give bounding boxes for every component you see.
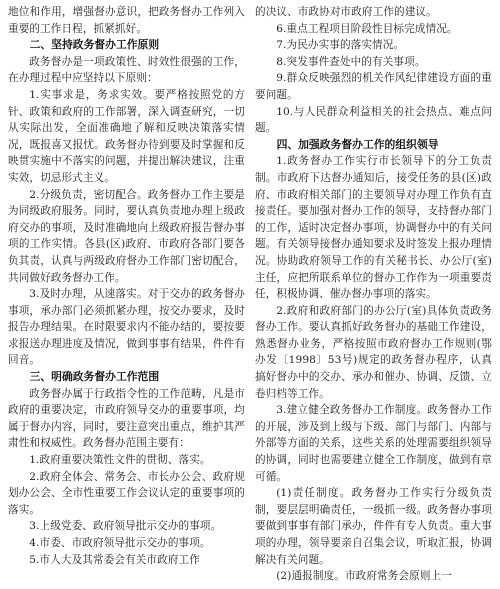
paragraph: 4.市委、市政府领导批示交办的事项。 bbox=[29, 537, 211, 549]
paragraph: 政务督办是一项政策性、时效性很强的工作，在办理过程中应坚持以下原则： bbox=[8, 55, 245, 85]
paragraph: 2.分级负责，密切配合。政务督办工作主要是为同级政府服务。同时，要认真负责地办理上级政府交办的事项，及时准确地向上级政府报告督办事项的工作实情。各县(区)政府、市政府各部门要各负其责，认真与两级政府督办工作部门密切配合，共同做好政务督办工作。 bbox=[8, 188, 245, 284]
paragraph: 6.重点工程项目阶段性目标完成情况。 bbox=[276, 22, 458, 35]
paragraph: 9.群众反映强烈的机关作风纪律建设方面的重要问题。 bbox=[255, 72, 492, 101]
paragraph: 1.政府重要决策性文件的贯彻、落实。 bbox=[29, 454, 211, 467]
right-column bbox=[255, 4, 492, 589]
section-heading: 四、加强政务督办工作的组织领导 bbox=[276, 137, 439, 151]
paragraph: 3.及时办理，从速落实。对于交办的政务督办事项，承办部门必须抓紧办理，按交办要求，及时报告办理结果。在时限要求内不能办结的，要按要求报送办理进度及情况，做到事事有结果，件件有回音。 bbox=[8, 288, 245, 367]
paragraph: 2.政府全体会、常务会、市长办公会、政府规划办公会、全市性重要工作会议认定的重要事项的落实。 bbox=[8, 470, 245, 516]
paragraph: 地位和作用，增强督办意识，把政务督办工作列入重要的工作日程，抓紧抓好。 bbox=[8, 6, 245, 35]
left-column bbox=[8, 4, 245, 589]
paragraph: 3.上级党委、政府领导批示交办的事项。 bbox=[29, 520, 222, 533]
paragraph: 政务督办属于行政指令性的工作范畴，凡是市政府的重要决定，市政府领导交办的重要事项，均属于督办内容，同时，要注意突出重点，维护其严肃性和权威性。政务督办范围主要有： bbox=[8, 387, 245, 450]
section-heading: 二、坚持政务督办工作原则 bbox=[29, 38, 160, 52]
section-heading: 三、明确政务督办工作范围 bbox=[29, 370, 160, 384]
paragraph: 的决议、市政协对市政府工作的建议。 bbox=[255, 6, 437, 18]
paragraph: 10.与人民群众利益相关的社会热点、难点问题。 bbox=[255, 105, 492, 135]
paragraph: 1.实事求是，务求实效。要严格按照党的方针、政策和政府的工作部署，深入调查研究，一切从实际出发，全面准确地了解和反映决策落实情况，既报喜又报忧。政务督办待到要及时掌握和反映贯实施中不落实的问题，并提出解决建议，注重实效，切忌形式主义。 bbox=[8, 88, 245, 184]
paragraph: (2)通报制度。市政府常务会原则上一 bbox=[276, 570, 452, 583]
paragraph: 2.政府和政府部门的办公厅(室)具体负责政务督办工作。要认真抓好政务督办的基础工作建设，熟悉督办业务，严格按照市政府督办工作规则(鄂办发〔1998〕53号)规定的政务督办程序，认真搞好督办中的交办、承办和催办、协调、反馈、立卷归档等工作。 bbox=[255, 304, 492, 400]
paragraph: (1)责任制度。政务督办工作实行分级负责制，要层层明确责任，一级抓一级。政务督办事项要做到事事有部门承办，件件有专人负责。重大事项的办理，领导要亲自召集会议，听取汇报，协调解决有关问题。 bbox=[255, 487, 492, 566]
paragraph: 1.政务督办工作实行市长领导下的分工负责制。市政府下达督办通知后，接受任务的县(区)政府、市政府相关部门的主要领导对办理工作负有直接责任。要加强对督办工作的领导，支持督办部门的工作，适时决定督办事项，协调督办中的有关问题。有关领导接督办通知要求及时签发上报办理情况。协助政府领导工作的有关秘书长、办公厅(室)主任，应把所联系单位的督办工作作为一项重要责任，积极协调、催办督办事项的落实。 bbox=[255, 155, 492, 301]
paragraph: 5.市人大及其常委会有关市政府工作 bbox=[29, 553, 200, 566]
paragraph: 8.突发事件查处中的有关事项。 bbox=[276, 55, 426, 68]
paragraph: 3.建立健全政务督办工作制度。政务督办工作的开展，涉及到上级与下级、部门与部门、内部与外部等方面的关系，这些关系的处理需要组织领导的协调，同时也需要建立健全工作制度，做到有章可循。 bbox=[255, 404, 492, 483]
paragraph: 7.为民办实事的落实情况。 bbox=[276, 39, 405, 52]
